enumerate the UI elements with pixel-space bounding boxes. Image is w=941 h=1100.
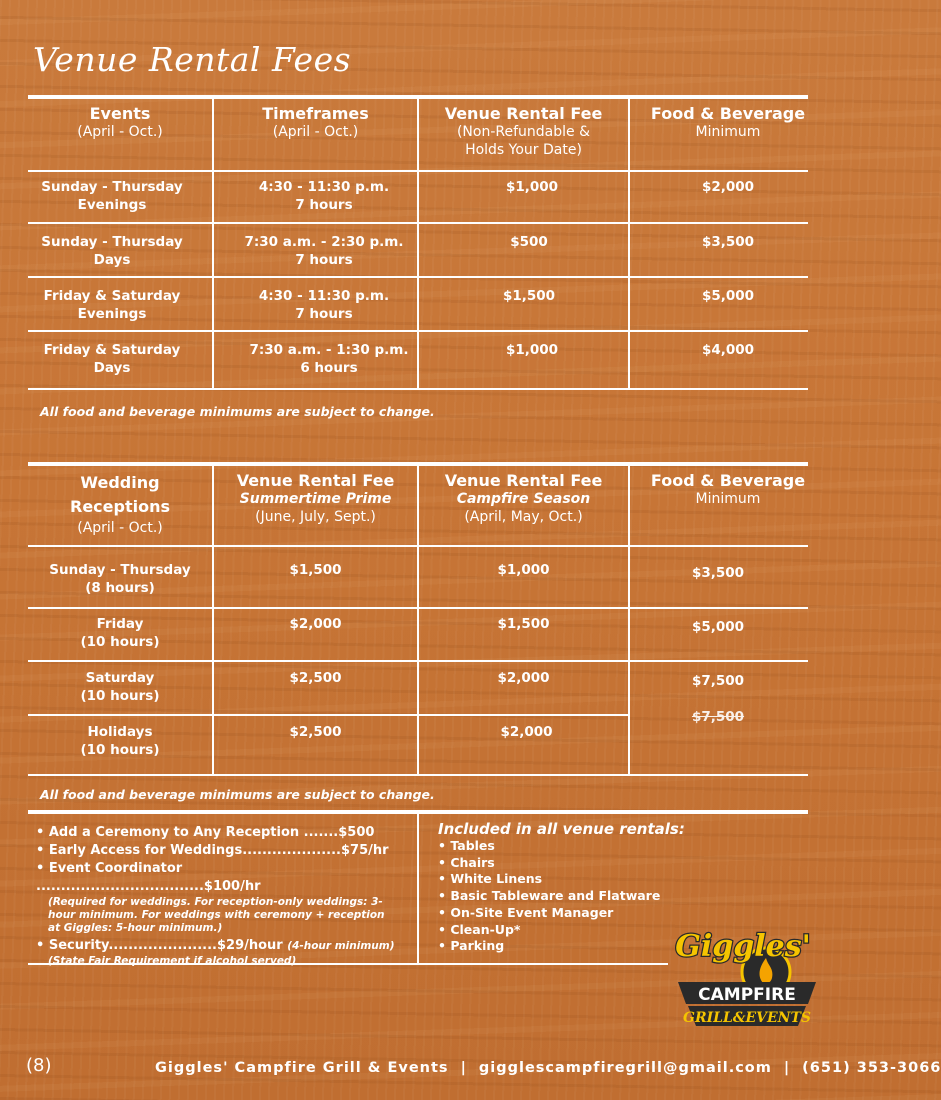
cell-text: 7 hours	[295, 197, 353, 213]
cell-text: 6 hours	[300, 360, 358, 376]
row-divider	[28, 714, 628, 716]
header-subtitle: Holds Your Date)	[465, 142, 582, 158]
addon-coordinator-note: (Required for weddings. For reception-only weddings: 3-hour minimum. For weddings with ceremony + reception at Giggles: 5-hour minimum.)	[48, 896, 385, 934]
logo-grill-events: GRILL&EVENTS	[683, 1010, 811, 1026]
cell-text: (10 hours)	[80, 742, 160, 758]
cell-text: Evenings	[77, 197, 147, 213]
cell-text: (10 hours)	[80, 634, 160, 650]
addon-list	[36, 824, 396, 968]
header-wedding-receptions	[28, 471, 212, 537]
table-row-campfire: $2,000	[497, 670, 550, 686]
addon-security-minimum: (4-hour minimum)	[287, 940, 395, 952]
cell-text: Evenings	[77, 306, 147, 322]
table-row-prime: $2,000	[289, 616, 342, 632]
footer-business-name: Giggles' Campfire Grill & Events	[155, 1060, 449, 1076]
logo-campfire: CAMPFIRE	[698, 985, 796, 1005]
header-title: Food & Beverage	[650, 104, 806, 123]
list-item: • White Linens	[438, 871, 543, 887]
header-subtitle: (Non-Refundable &	[456, 124, 591, 140]
cell-text: Friday & Saturday	[43, 342, 181, 358]
header-fb-minimum	[630, 471, 826, 508]
header-summertime-prime	[214, 471, 417, 526]
header-season: Summertime Prime	[239, 491, 392, 507]
header-subtitle: (April, May, Oct.)	[464, 509, 583, 525]
header-campfire-season	[419, 471, 628, 526]
cell-text: (10 hours)	[80, 688, 160, 704]
table-row-min: $2,000	[701, 179, 755, 195]
table-row-event	[28, 341, 196, 377]
table-row-time	[214, 233, 434, 269]
addon-event-coordinator: • Event Coordinator ..................................$100/hr	[36, 861, 261, 894]
table-row-day	[28, 723, 212, 759]
list-item: • Parking	[438, 938, 505, 954]
list-item: • On-Site Event Manager	[438, 904, 614, 920]
table-row-time	[214, 287, 434, 323]
logo-name: Giggles'	[675, 929, 811, 964]
table-row-min: $3,500	[701, 234, 755, 250]
footer-separator: |	[783, 1060, 791, 1076]
header-venue-fee	[419, 104, 628, 159]
header-title: Venue Rental Fee	[236, 471, 395, 490]
header-subtitle: (April - Oct.)	[77, 124, 163, 140]
header-title: Receptions	[70, 497, 170, 516]
table-row-fee: $1,000	[505, 342, 559, 358]
giggles-logo	[668, 920, 826, 1036]
header-title: Events	[89, 104, 151, 123]
header-title: Wedding	[80, 473, 160, 492]
column-divider	[417, 814, 419, 964]
table-row-day	[28, 615, 212, 651]
footer	[155, 1060, 941, 1076]
cell-text: 7 hours	[295, 252, 353, 268]
table-row-min	[630, 708, 806, 726]
addon-security-price: • Security......................$29/hour	[36, 938, 283, 953]
table-row-prime: $2,500	[289, 724, 342, 740]
addon-ceremony: • Add a Ceremony to Any Reception .......$500	[36, 825, 375, 840]
list-item: • Basic Tableware and Flatware	[438, 888, 661, 904]
wedding-footnote: All food and beverage minimums are subject to change.	[40, 787, 435, 802]
table-row-min: $7,500	[691, 673, 745, 689]
included-list	[438, 820, 688, 955]
table-row-day	[28, 561, 212, 597]
addon-early-access: • Early Access for Weddings....................$75/hr	[36, 843, 389, 858]
cell-text: 4:30 - 11:30 p.m.	[258, 288, 390, 304]
list-item: • Clean-Up*	[438, 921, 521, 937]
events-footnote: All food and beverage minimums are subject to change.	[40, 404, 435, 419]
table-row-fee: $500	[510, 234, 548, 250]
table-row-campfire: $1,500	[497, 616, 550, 632]
table-row-prime: $1,500	[289, 562, 342, 578]
cell-text: 4:30 - 11:30 p.m.	[258, 179, 390, 195]
row-divider	[28, 388, 808, 390]
header-timeframes	[214, 104, 417, 141]
header-subtitle: Minimum	[695, 124, 761, 140]
table-row-min: $3,500	[691, 565, 745, 581]
table-row-fee: $1,500	[502, 288, 556, 304]
cell-text: Holidays	[87, 724, 153, 740]
addon-security-note: (State Fair Requirement if alcohol served)	[48, 955, 297, 967]
cell-text: $7,500	[691, 709, 745, 725]
cell-text: 7:30 a.m. - 1:30 p.m.	[249, 342, 409, 358]
table-row-campfire: $2,000	[500, 724, 553, 740]
header-events	[28, 104, 212, 141]
table-row-time	[214, 178, 434, 214]
cell-text: Saturday	[85, 670, 155, 686]
header-title: Timeframes	[262, 104, 369, 123]
table-row-event	[28, 287, 196, 323]
cell-text: Sunday - Thursday	[41, 179, 183, 195]
table-row-min: $5,000	[701, 288, 755, 304]
cell-text: Sunday - Thursday	[49, 562, 191, 578]
table-row-min: $5,000	[691, 619, 745, 635]
cell-text: 7 hours	[295, 306, 353, 322]
header-title: Food & Beverage	[650, 471, 806, 490]
table-row-event	[28, 178, 196, 214]
cell-text: Days	[93, 360, 131, 376]
cell-text: Days	[93, 252, 131, 268]
header-subtitle: (April - Oct.)	[272, 124, 359, 140]
list-item: • Tables	[438, 838, 495, 853]
cell-text: Friday & Saturday	[43, 288, 181, 304]
cell-text: Friday	[96, 616, 144, 632]
table-row-event	[28, 233, 196, 269]
page-title: Venue Rental Fees	[33, 40, 352, 79]
footer-phone[interactable]: (651) 353-3066	[802, 1060, 941, 1076]
header-subtitle: (April - Oct.)	[77, 520, 163, 536]
table-row-min: $4,000	[701, 342, 755, 358]
table-row-time	[214, 341, 444, 377]
cell-text: 7:30 a.m. - 2:30 p.m.	[244, 234, 404, 250]
header-subtitle: Minimum	[695, 491, 761, 507]
header-title: Venue Rental Fee	[444, 471, 603, 490]
row-divider	[28, 774, 808, 776]
cell-text: (8 hours)	[85, 580, 155, 596]
header-title: Venue Rental Fee	[444, 104, 603, 123]
table-row-fee: $1,000	[505, 179, 559, 195]
table-row-campfire: $1,000	[497, 562, 550, 578]
list-item: • Chairs	[438, 854, 495, 870]
included-heading: Included in all venue rentals:	[438, 820, 685, 838]
footer-separator: |	[460, 1060, 467, 1076]
cell-text: Sunday - Thursday	[41, 234, 183, 250]
table-row-prime: $2,500	[289, 670, 342, 686]
header-season: Campfire Season	[456, 491, 591, 507]
addon-security	[36, 937, 396, 955]
table-row-day	[28, 669, 212, 705]
header-subtitle: (June, July, Sept.)	[255, 509, 376, 525]
page-number: (8)	[26, 1055, 52, 1076]
header-fb-minimum	[630, 104, 826, 141]
footer-email[interactable]: gigglescampfiregrill@gmail.com	[478, 1060, 772, 1076]
